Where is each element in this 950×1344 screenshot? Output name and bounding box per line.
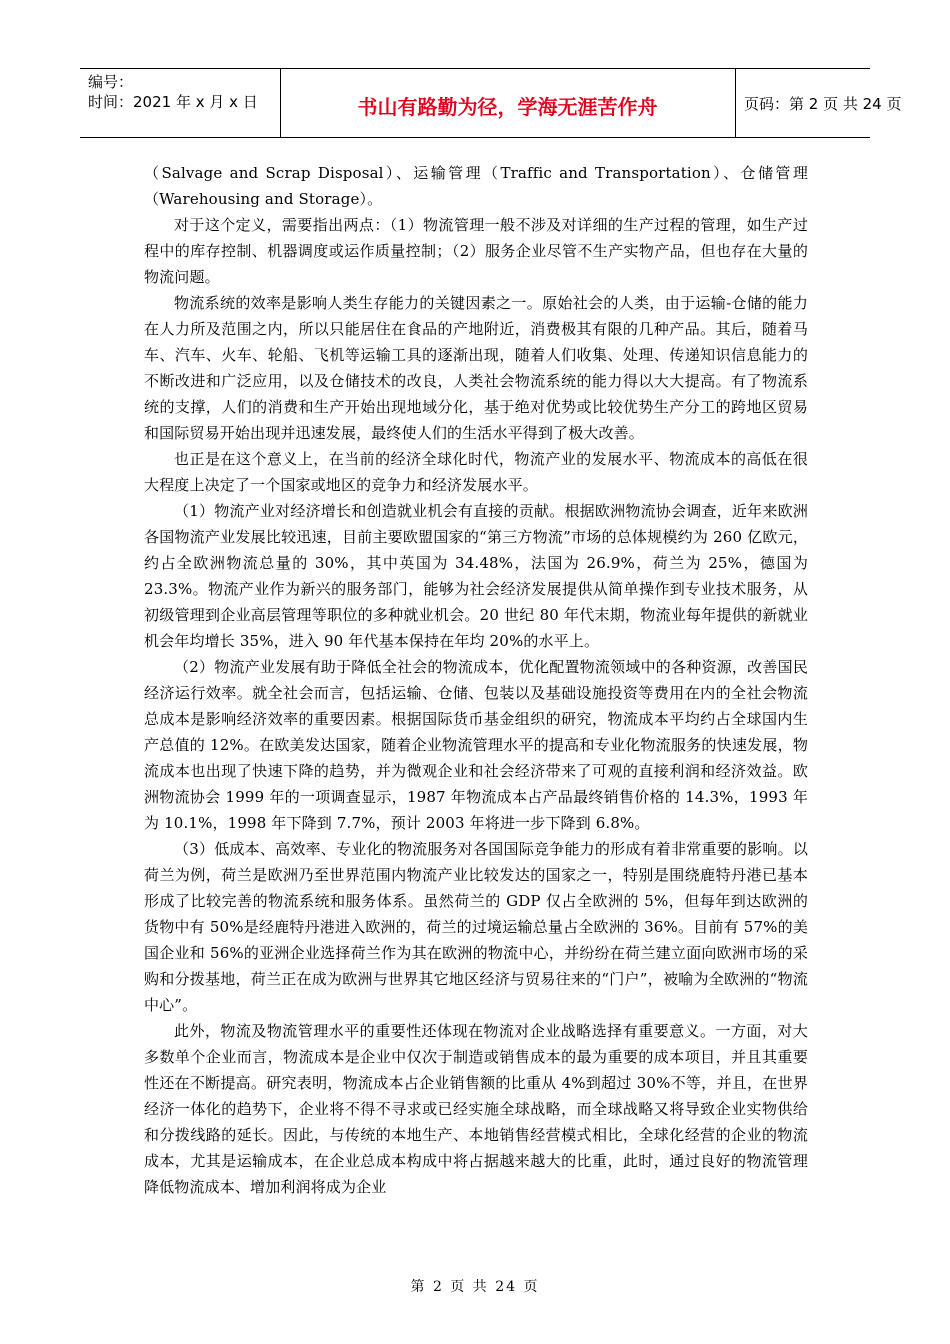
header-motto-cell: [280, 69, 736, 137]
paragraph: （3）低成本、高效率、专业化的物流服务对各国国际竞争能力的形成有着非常重要的影响。以荷兰为例，荷兰是欧洲乃至世界范围内物流产业比较发达的国家之一，特别是围绕鹿特丹港已基本形成了比较完善的物流系统和服务体系。虽然荷兰的 GDP 仅占全欧洲的 5%，但每年到达欧洲的货物中有 50%是经鹿特丹港进入欧洲的，荷兰的过境运输总量占全欧洲的 36%。目前有 57%的美国企业和 56%的亚洲企业选择荷兰作为其在欧洲的物流中心，并纷纷在荷兰建立面向欧洲市场的采购和分拨基地，荷兰正在成为欧洲与世界其它地区经济与贸易往来的“门户”，被喻为全欧洲的“物流中心”。: [144, 840, 808, 1014]
header-info-cell: [80, 69, 281, 137]
paragraph: 也正是在这个意义上，在当前的经济全球化时代，物流产业的发展水平、物流成本的高低在很大程度上决定了一个国家或地区的竞争力和经济发展水平。: [144, 450, 808, 494]
document-number-label: 编号：: [88, 73, 134, 91]
paragraph: 物流系统的效率是影响人类生存能力的关键因素之一。原始社会的人类，由于运输-仓储的能力在人力所及范围之内，所以只能居住在食品的产地附近，消费极其有限的几种产品。其后，随着马车、汽车、火车、轮船、飞机等运输工具的逐渐出现，随着人们收集、处理、传递知识信息能力的不断改进和广泛应用，以及仓储技术的改良，人类社会物流系统的能力得以大大提高。有了物流系统的支撑，人们的消费和生产开始出现地域分化，基于绝对优势或比较优势生产分工的跨地区贸易和国际贸易开始出现并迅速发展，最终使人们的生活水平得到了极大改善。: [144, 294, 808, 442]
page-footer: 第 2 页 共 24 页: [410, 1279, 540, 1295]
paragraph: 此外，物流及物流管理水平的重要性还体现在物流对企业战略选择有重要意义。一方面，对大多数单个企业而言，物流成本是企业中仅次于制造或销售成本的最为重要的成本项目，并且其重要性还在不断提高。研究表明，物流成本占企业销售额的比重从 4%到超过 30%不等，并且，在世界经济一体化的趋势下，企业将不得不寻求或已经实施全球战略，而全球战略又将导致企业实物供给和分拨线路的延长。因此，与传统的本地生产、本地销售经营模式相比，全球化经营的企业的物流成本，尤其是运输成本，在企业总成本构成中将占据越来越大的比重，此时，通过良好的物流管理降低物流成本、增加利润将成为企业: [144, 1022, 808, 1196]
paragraph: 对于这个定义，需要指出两点：（1）物流管理一般不涉及对详细的生产过程的管理，如生产过程中的库存控制、机器调度或运作质量控制；（2）服务企业尽管不生产实物产品，但也存在大量的物流问题。: [144, 216, 808, 286]
paragraph: （1）物流产业对经济增长和创造就业机会有直接的贡献。根据欧洲物流协会调查，近年来欧洲各国物流产业发展比较迅速，目前主要欧盟国家的“第三方物流”市场的总体规模约为 260 亿欧元，约占全欧洲物流总量的 30%，其中英国为 34.48%，法国为 26.9%，荷兰为 25%，德国为 23.3%。物流产业作为新兴的服务部门，能够为社会经济发展提供从简单操作到专业技术服务，从初级管理到企业高层管理等职位的多种就业机会。20 世纪 80 年代末期，物流业每年提供的新就业机会年均增长 35%，进入 90 年代基本保持在年均 20%的水平上。: [144, 502, 808, 650]
header-page-cell: [736, 69, 902, 137]
paragraph: （2）物流产业发展有助于降低全社会的物流成本，优化配置物流领域中的各种资源，改善国民经济运行效率。就全社会而言，包括运输、仓储、包装以及基础设施投资等费用在内的全社会物流总成本是影响经济效率的重要因素。根据国际货币基金组织的研究，物流成本平均约占全球国内生产总值的 12%。在欧美发达国家，随着企业物流管理水平的提高和专业化物流服务的快速发展，物流成本也出现了快速下降的趋势，并为微观企业和社会经济带来了可观的直接利润和经济效益。欧洲物流协会 1999 年的一项调查显示，1987 年物流成本占产品最终销售价格的 14.3%，1993 年为 10.1%，1998 年下降到 7.7%，预计 2003 年将进一步下降到 6.8%。: [144, 658, 808, 832]
header-motto: 书山有路勤为径，学海无涯苦作舟: [357, 95, 658, 119]
paragraph: （Salvage and Scrap Disposal）、运输管理（Traffic and Transportation）、仓储管理（Warehousing and Storage）。: [144, 164, 808, 208]
header-page-number: 页码：第 2 页 共 24 页: [744, 95, 902, 113]
document-date-label: 时间：2021 年 x 月 x 日: [88, 93, 258, 111]
page-header: [80, 68, 902, 138]
body-text: [144, 160, 808, 1200]
